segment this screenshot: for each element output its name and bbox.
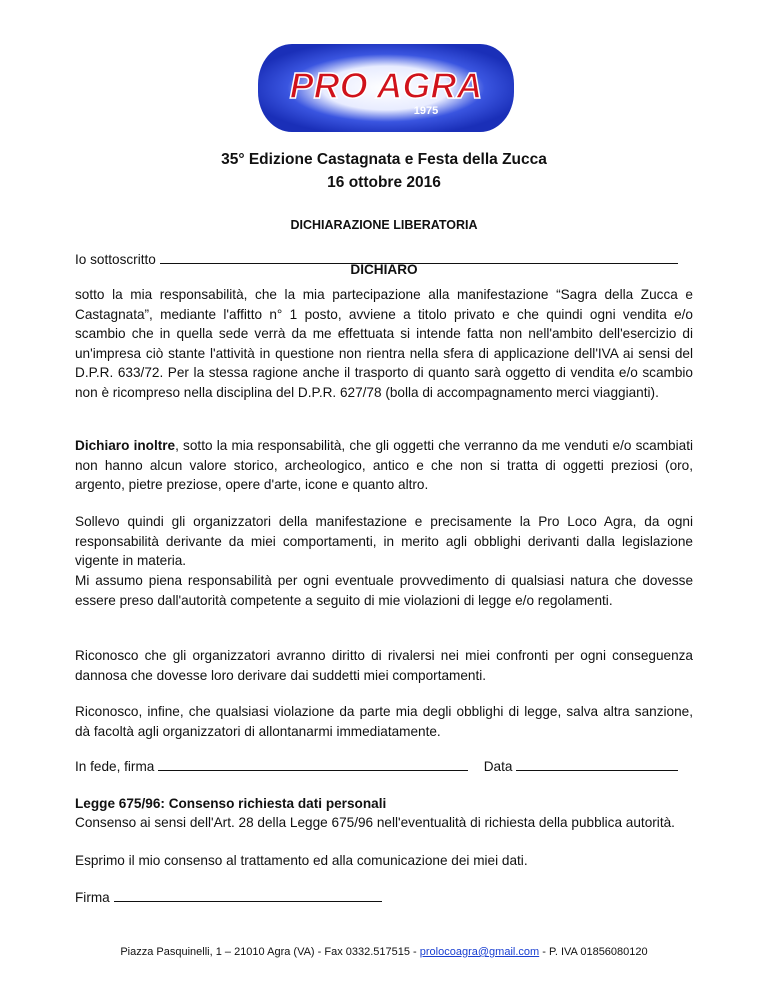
pro-agra-logo	[258, 44, 514, 132]
declare-heading: DICHIARO	[350, 262, 418, 277]
sign-label: In fede, firma	[75, 759, 155, 774]
final-signature-row	[75, 888, 693, 907]
document-title: DICHIARAZIONE LIBERATORIA	[290, 218, 478, 232]
paragraph-objects-text: , sotto la mia responsabilità, che gli oggetti che verranno da me venduti e/o scambiati non hanno alcun valore storico, archeologico, antico e che non si tratta di oggetti preziosi (oro, argento, pietre preziose, opere d'arte, icone e quanto altro.	[75, 438, 693, 493]
footer-address: Piazza Pasquinelli, 1 – 21010 Agra (VA) - Fax 0332.517515 -	[120, 946, 420, 958]
date-field[interactable]	[516, 757, 678, 771]
paragraph-objects	[75, 436, 693, 495]
footer	[0, 946, 768, 958]
date-label: Data	[483, 759, 513, 774]
logo-year: 1975	[413, 105, 439, 117]
consent-heading: Legge 675/96: Consenso richiesta dati personali	[75, 796, 387, 811]
paragraph-removal: Riconosco, infine, che qualsiasi violazione da parte mia degli obblighi di legge, salva altra sanzione, dà facoltà agli organizzatori di allontanarmi immediatamente.	[75, 704, 693, 739]
logo-name: PRO AGRA	[289, 65, 483, 106]
signature-field[interactable]	[158, 757, 468, 771]
signature-row	[75, 757, 693, 776]
footer-email-link[interactable]: prolocoagra@gmail.com	[419, 946, 540, 958]
consent-paragraph: Consenso ai sensi dell'Art. 28 della Legge 675/96 nell'eventualità di richiesta della pubblica autorità.	[75, 815, 675, 830]
paragraph-recourse: Riconosco che gli organizzatori avranno diritto di rivalersi nei miei confronti per ogni conseguenza dannosa che dovesse loro derivare dai suddetti miei comportamenti.	[75, 648, 693, 683]
final-signature-field[interactable]	[114, 888, 382, 902]
consent-statement: Esprimo il mio consenso al trattamento ed alla comunicazione dei miei dati.	[75, 853, 528, 868]
footer-vat: - P. IVA 01856080120	[539, 946, 648, 958]
declare-further-label: Dichiaro inoltre	[75, 438, 176, 453]
paragraph-release: Sollevo quindi gli organizzatori della manifestazione e precisamente la Pro Loco Agra, da ogni responsabilità derivante da miei comportamenti, in merito agli obblighi derivanti dalla legislazione vigente in materia.	[75, 514, 693, 569]
paragraph-declaration: sotto la mia responsabilità, che la mia partecipazione alla manifestazione “Sagra della Zucca e Castagnata”, mediante l'affitto n° 1 posto, avviene a titolo privato e che quindi ogni vendita e/o scambio che in quella sede verrà da me effettuata si intende fatta non nell'ambito dell'esercizio di un'impresa ciò stante l'attività in questione non rientra nella sfera di applicazione dell'IVA ai sensi del D.P.R. 633/72. Per la stessa ragione anche il trasporto di quanto sarà oggetto di vendita e/o scambio non è ricompreso nella disciplina del D.P.R. 627/78 (bolla di accompagnamento merci viaggianti).	[75, 287, 693, 400]
paragraph-responsibility: Mi assumo piena responsabilità per ogni eventuale provvedimento di qualsiasi natura che dovesse essere preso dall'autorità competente a seguito di mie violazioni di legge e/o regolamenti.	[75, 573, 693, 608]
signer-label: Io sottoscritto	[75, 252, 156, 267]
event-title: 35° Edizione Castagnata e Festa della Zucca	[221, 151, 547, 168]
event-date: 16 ottobre 2016	[327, 174, 441, 191]
final-sign-label: Firma	[75, 890, 110, 905]
